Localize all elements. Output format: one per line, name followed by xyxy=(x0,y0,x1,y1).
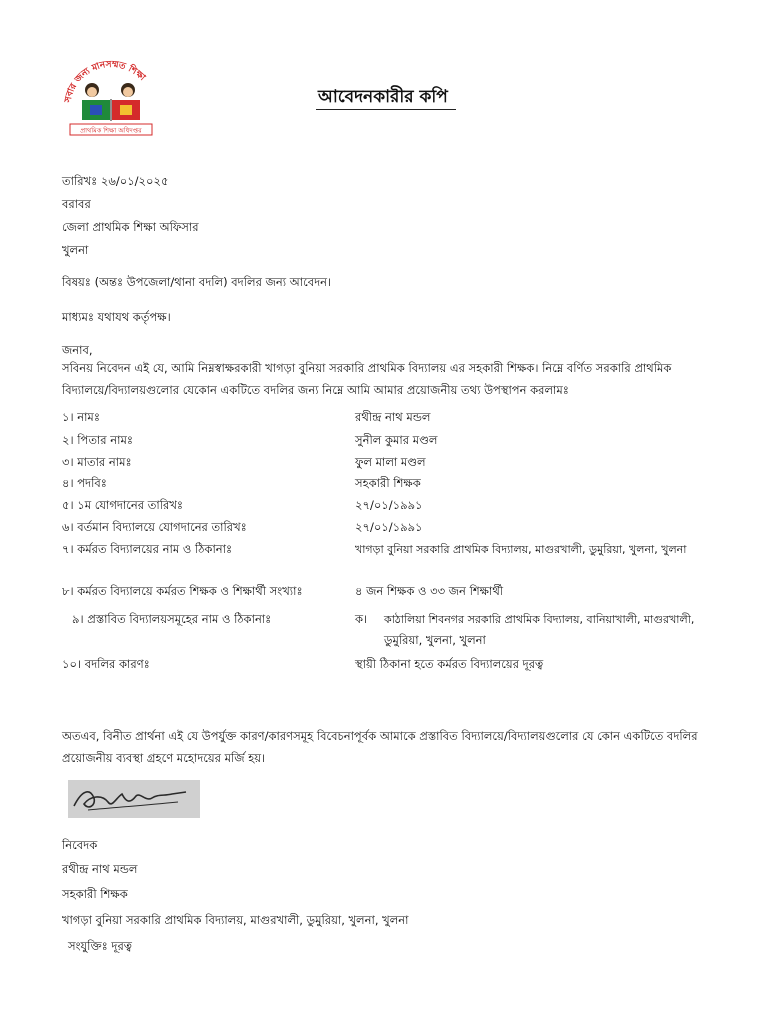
row-label-proposed-schools: ৯। প্রস্তাবিত বিদ্যালয়সমূহের নাম ও ঠিকানাঃ xyxy=(72,612,272,626)
logo-caption: প্রাথমিক শিক্ষা অধিদপ্তর xyxy=(80,126,142,135)
row-label-teacher-student-count: ৮। কর্মরত বিদ্যালয়ে কর্মরত শিক্ষক ও শিক্ষার্থী সংখ্যাঃ xyxy=(62,584,303,598)
row-value-current-school: খাগড়া বুনিয়া সরকারি প্রাথমিক বিদ্যালয়, মাগুরখালী, ডুমুরিয়া, খুলনা, খুলনা xyxy=(355,543,687,556)
row-label-current-join-date: ৬। বর্তমান বিদ্যালয়ে যোগদানের তারিখঃ xyxy=(62,520,247,534)
intro-paragraph: সবিনয় নিবেদন এই যে, আমি নিম্নস্বাক্ষরকারী খাগড়া বুনিয়া সরকারি প্রাথমিক বিদ্যালয় এর সহকারী শিক্ষক। নিম্নে বর্ণিত সরকারি প্রাথমিক বিদ্যালয়ে/বিদ্যালয়গুলোর যেকোন একটিতে বদলির জন্য নিম্নে আমি আমার প্রয়োজনীয় তথ্য উপস্থাপন করলামঃ xyxy=(62,361,672,397)
via-line: মাধ্যমঃ যথাযথ কর্তৃপক্ষ। xyxy=(62,310,171,324)
logo-arc-text: সবার জন্য মানসম্মত শিক্ষা xyxy=(63,59,147,104)
recipient-line-2: জেলা প্রাথমিক শিক্ষা অফিসার xyxy=(62,220,199,234)
row-label-name: ১। নামঃ xyxy=(62,410,100,424)
applicant-name: রথীন্দ্র নাথ মন্ডল xyxy=(62,862,138,876)
date-line: তারিখঃ ২৬/০১/২০২৫ xyxy=(62,174,169,188)
signature-label: নিবেদক xyxy=(62,838,98,852)
row-label-mother: ৩। মাতার নামঃ xyxy=(62,455,132,469)
row-value-father: সুনীল কুমার মণ্ডল xyxy=(355,433,438,447)
row-value-proposed-line-2: ডুমুরিয়া, খুলনা, খুলনা xyxy=(384,633,486,647)
row-label-current-school: ৭। কর্মরত বিদ্যালয়ের নাম ও ঠিকানাঃ xyxy=(62,542,233,556)
applicant-designation: সহকারী শিক্ষক xyxy=(62,887,128,901)
row-label-father: ২। পিতার নামঃ xyxy=(62,433,134,447)
row-value-name: রথীন্দ্র নাথ মন্ডল xyxy=(355,410,431,424)
row-value-proposed-line-1: কাঠালিয়া শিবনগর সরকারি প্রাথমিক বিদ্যালয়, বানিয়াখালী, মাগুরখালী, xyxy=(384,613,695,626)
row-value-transfer-reason: স্থায়ী ঠিকানা হতে কর্মরত বিদ্যালয়ের দূরত্ব xyxy=(355,657,544,671)
row-value-designation: সহকারী শিক্ষক xyxy=(355,476,421,490)
recipient-line-3: খুলনা xyxy=(62,243,89,257)
row-label-designation: ৪। পদবিঃ xyxy=(62,476,107,490)
row-value-teacher-student-count: ৪ জন শিক্ষক ও ৩৩ জন শিক্ষার্থী xyxy=(355,584,504,598)
title-underline xyxy=(316,109,456,110)
row-value-current-join-date: ২৭/০১/১৯৯১ xyxy=(355,520,423,534)
dpe-logo xyxy=(62,58,160,140)
closing-paragraph: অতএব, বিনীত প্রার্থনা এই যে উপর্যুক্ত কারণ/কারণসমূহ বিবেচনাপূর্বক আমাকে প্রস্তাবিত বিদ্যালয়ে/বিদ্যালয়গুলোর যে কোন একটিতে বদলির প্রয়োজনীয় ব্যবস্থা গ্রহণে মহোদয়ের মর্জি হয়। xyxy=(62,729,698,765)
document-title: আবেদনকারীর কপি xyxy=(318,87,448,107)
row-value-mother: ফুল মালা মণ্ডল xyxy=(355,455,426,469)
recipient-line-1: বরাবর xyxy=(62,197,91,211)
row-value-proposed-prefix: ক। xyxy=(355,612,368,626)
row-label-transfer-reason: ১০। বদলির কারণঃ xyxy=(62,657,150,671)
svg-text:সবার জন্য মানসম্মত শিক্ষা xyxy=(63,60,147,105)
subject-line: বিষয়ঃ (অন্তঃ উপজেলা/থানা বদলি) বদলির জন্য আবেদন। xyxy=(62,275,332,289)
applicant-school: খাগড়া বুনিয়া সরকারি প্রাথমিক বিদ্যালয়, মাগুরখালী, ডুমুরিয়া, খুলনা, খুলনা xyxy=(62,913,409,927)
salutation: জনাব, xyxy=(62,343,93,357)
signature-image xyxy=(68,780,200,818)
row-label-first-join-date: ৫। ১ম যোগদানের তারিখঃ xyxy=(62,498,184,512)
attachment-line: সংযুক্তিঃ দূরত্ব xyxy=(68,939,132,953)
row-value-first-join-date: ২৭/০১/১৯৯১ xyxy=(355,498,423,512)
